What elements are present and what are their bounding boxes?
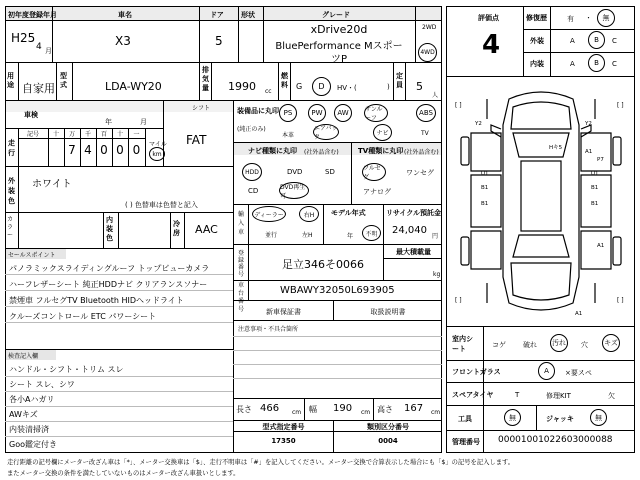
ext-b-circle [588,31,605,49]
mileage-digit: 4 [84,143,92,157]
inspector-line: シート スレ、シワ [9,380,75,389]
svg-text:[ ]: [ ] [617,102,624,109]
fuel-label: 燃料 [281,72,288,89]
width-value: 190 [333,403,353,414]
mileage-digit: 0 [100,143,108,157]
type-label: 型式指定番号 [262,423,305,431]
height-unit: cm [431,409,441,416]
exterior-label: 外装色 [8,177,15,205]
tools-none: 無 [509,413,516,422]
inspection-year: 年 [105,118,112,126]
class-label: 類別区分番号 [367,423,409,431]
fuel-d-circle [312,77,331,96]
use-value: 自家用 [22,82,55,95]
notes-label: 注意事項・不具合箇所 [238,326,299,333]
shape-label: 形状 [241,11,255,19]
tv-fullseg-circle [362,163,386,181]
shift-label: シフト [192,105,211,112]
exterior-note: ( ) 色替車は色替と記入 [125,201,198,209]
fuel-hv: HV・( [337,84,357,92]
diagram-mark: B1 [481,185,489,191]
front-glass-label: フロントガラス [452,368,501,376]
repair-yes: 有 [567,15,574,23]
seat-label: 室内シート [452,335,473,353]
mileage-head-2: 万 [68,131,75,138]
ext-c: C [612,37,617,45]
mileage-head-3: 千 [84,131,91,138]
reg-month: 4 [36,42,42,52]
inspector-line: 内装清掃済 [9,425,49,434]
equip-airbag-circle [313,124,339,140]
exterior-value: ホワイト [32,179,72,190]
cap-value: 5 [416,80,423,93]
repair-dot: ・ [585,14,592,22]
mileage-km: km [152,150,162,158]
mileage-head-6: 一 [133,131,140,138]
equip-navi: ナビ [376,130,389,137]
navi-dvd: DVD [287,168,303,176]
recycle-value: 24,040 [392,225,427,236]
model-year-unit: 年 [347,233,354,240]
mileage-digit: 7 [68,143,76,157]
mileage-head-0: 記号 [26,131,39,138]
drive-4wd: 4WD [420,49,435,56]
diagram-mark: Y2 [585,121,592,127]
plate-label: 登録番号 [238,250,245,278]
door-label: ドア [210,11,224,19]
diagram-mark: U1 [591,171,599,177]
eval-label: 評価点 [478,14,499,22]
mileage-head-4: 百 [100,131,107,138]
warranty-new-car: 新車保証書 [266,308,301,316]
navi-dvd-play-circle [279,182,309,199]
management-label: 管理番号 [452,438,480,446]
eval-score: 4 [482,30,501,60]
grade-line-2: BluePerformance Mスポー [275,41,403,52]
tools-label: 工具 [458,415,472,423]
recycle-label: リサイクル預託金 [386,209,442,217]
cap-label: 定員 [396,72,403,89]
svg-text:[ ]: [ ] [455,297,462,304]
aircon-label: 冷房 [173,220,180,237]
chassis-value: WBAWY32050L693905 [280,285,395,296]
seat-option: 破れ [523,341,537,349]
fuel-g: G [296,82,303,91]
import-right-h: 右H [303,211,315,219]
int-a: A [570,60,575,68]
int-b: B [594,59,599,67]
front-glass-a: A [544,367,549,375]
length-value: 466 [260,403,280,414]
drive-4wd-circle [418,43,437,62]
sales-point-line: ハーフレザーシート 純正HDDナビ クリアランスソナー [9,280,208,289]
seat-option: コゲ [492,341,506,349]
navi-hdd-circle [242,163,262,181]
equip-airbag: エアバック [314,125,338,141]
int-b-circle [588,54,605,72]
equip-abs: ABS [419,109,433,117]
import-left-h: 左H [302,232,313,239]
plate-value: 足立346そ0066 [282,258,364,271]
equipment-label: 装備品に丸印 [237,107,279,115]
equip-navi-circle [373,124,392,141]
color-row-label: カラー [7,216,14,239]
int-c: C [612,60,617,68]
tv-oneseg: ワンセグ [406,169,434,177]
model-year-unknown: 不明 [365,230,378,238]
chassis-label: 車台番号 [238,282,245,313]
navi-label: ナビ種類に丸印 [248,147,297,155]
model-year-label: モデル年式 [331,209,366,217]
repair-no: 無 [602,14,610,22]
interior-color-label: 内装色 [106,216,113,242]
repair-no-circle [597,9,615,27]
int-label: 内装 [530,60,544,68]
tv-sub: (社外品含む) [404,149,439,156]
warranty-manual: 取扱説明書 [370,308,406,316]
model-label: 型式 [60,72,67,89]
front-glass-a-circle [538,362,555,380]
fuel-close: ) [387,83,390,91]
sales-point-line: クルーズコントロール ETC パワーシート [9,312,157,321]
diagram-mark: A1 [597,243,605,249]
reg-era: H25 [11,31,36,45]
seat-option: キズ [604,339,618,347]
tv-fullseg: フルセグ [363,165,381,181]
seat-option: 穴 [581,341,588,349]
cap-unit: 人 [432,92,439,99]
seat-option: 汚れ [552,339,566,347]
grade-line-3: ツP [330,54,348,65]
shift-value: FAT [186,133,207,147]
inspector-line: Goo鑑定付き [9,440,57,449]
import-dealer-circle [252,206,286,222]
management-value: 00001001022603000088 [498,435,613,445]
max-load-label: 最大積載量 [396,248,431,256]
ext-a: A [570,37,575,45]
disp-label: 排気量 [202,66,209,92]
sales-point-line: パノラミックスライディングルーフ トップビューカメラ [9,264,210,273]
diagram-mark: U1 [481,171,489,177]
equip-pw-circle [308,104,326,122]
height-value: 167 [404,403,424,414]
front-glass-exchange: ×要スペ [565,369,592,377]
svg-text:[ ]: [ ] [455,102,462,109]
tv-analog: アナログ [363,188,391,196]
mileage-head-1: 十 [52,131,59,138]
jack-none-circle [590,409,607,426]
inspection-month: 月 [140,118,147,126]
class-value: 0004 [378,437,398,445]
mileage-digit: 0 [116,143,124,157]
diagram-mark: B1 [591,185,599,191]
mileage-km-circle [149,147,165,161]
import-dealer: ディーラー [254,211,284,219]
equip-leather: 本革 [282,132,295,139]
aircon-value: AAC [195,223,218,236]
navi-sd: SD [325,168,335,176]
equip-aw-circle [334,104,352,122]
type-value: 17350 [271,437,296,445]
model-year-unknown-circle [362,225,381,241]
svg-text:[ ]: [ ] [617,297,624,304]
width-label: 幅 [309,405,317,414]
diagram-mark: B1 [481,201,489,207]
windshield-mark: Hキ5 [549,145,563,151]
equip-sunroof-circle [364,104,388,122]
tv-label: TV種類に丸印 [358,147,404,155]
footer-line-1: 走行距離の記号欄にメーター改ざん車は「*」、メーター交換車は「$」、走行不明車は「#」を記入してください。メーター交換で合算表示した場合にも「$」の記号を記入します。 [7,459,515,466]
reg-month-unit: 月 [45,47,52,55]
inspector-report-label: 検査記入欄 [8,353,39,360]
spare-t: T [515,391,520,399]
disp-value: 1990 [228,80,256,93]
car-name: X3 [115,34,131,48]
ext-label: 外装 [530,37,544,45]
repair-label: 修復歴 [526,14,547,22]
length-label: 長さ [236,405,252,414]
grade-label: グレード [322,11,350,19]
door-count: 5 [215,34,223,48]
import-parallel: 並行 [265,232,278,239]
ext-b: B [594,36,599,44]
diagram-mark: A1 [575,311,583,317]
mileage-mile: マイル [149,141,167,148]
use-label: 用途 [7,72,14,89]
equip-tv: TV [421,130,429,137]
seat-scratch-circle [602,334,620,352]
height-label: 高さ [377,405,393,414]
drive-2wd: 2WD [422,24,437,31]
diagram-mark: Y2 [475,121,482,127]
diagram-mark: P7 [597,157,604,163]
car-diagram [447,77,634,325]
equip-ps-circle [279,104,297,122]
diagram-mark: A1 [585,149,593,155]
model-value: LDA-WY20 [105,80,162,93]
inspector-line: ハンドル・シフト・トリム スレ [9,365,124,374]
spare-missing: 欠 [608,392,615,400]
jack-none: 無 [595,413,602,422]
navi-hdd: HDD [245,168,259,176]
diagram-mark: B1 [591,201,599,207]
seat-dirt-circle [550,334,568,352]
jack-label: ジャッキ [546,415,574,423]
inspector-line: AWキズ [9,410,38,419]
inspector-line: 各小Aハガリ [9,395,55,404]
inspection-label: 車検 [24,111,38,119]
sales-point-line: 禁煙車 フルセグTV Bluetooth HIDヘッドライト [9,296,184,305]
mileage-head-5: 十 [116,131,123,138]
equip-pw: PW [311,109,323,117]
navi-cd: CD [248,187,259,195]
equip-abs-circle [416,104,436,122]
sales-points-label: セールスポイント [8,252,56,259]
mileage-label: 走行 [8,139,15,157]
equip-ps: PS [283,109,293,117]
max-load-unit: kg [433,271,441,278]
reg-year-label: 初年度登録年月 [8,11,57,19]
equipment-sub: (純正のみ) [237,126,266,133]
spare-tire-label: スペアタイヤ [452,391,494,399]
grade-line-1: xDrive20d [310,23,368,36]
spare-kit: 修理KIT [546,392,571,400]
name-label: 車名 [118,11,132,19]
navi-sub: (社外品含む) [304,149,339,156]
disp-unit: cc [265,88,272,95]
mileage-digit: 0 [132,143,141,157]
equip-aw: AW [337,109,349,117]
length-unit: cm [292,409,302,416]
footer-line-2: またメーター交換の条件を満たしていないものはメーター改ざん車扱いとします。 [7,470,240,477]
equip-sunroof: サンルーフ [365,106,383,122]
import-label: 輸入車 [238,211,245,236]
recycle-unit: 円 [432,233,439,240]
fuel-d: D [318,82,325,91]
width-unit: cm [361,409,371,416]
import-right-h-circle [299,206,319,222]
tools-none-circle [504,409,521,426]
navi-dvd-play: DVD再生可 [280,183,306,200]
